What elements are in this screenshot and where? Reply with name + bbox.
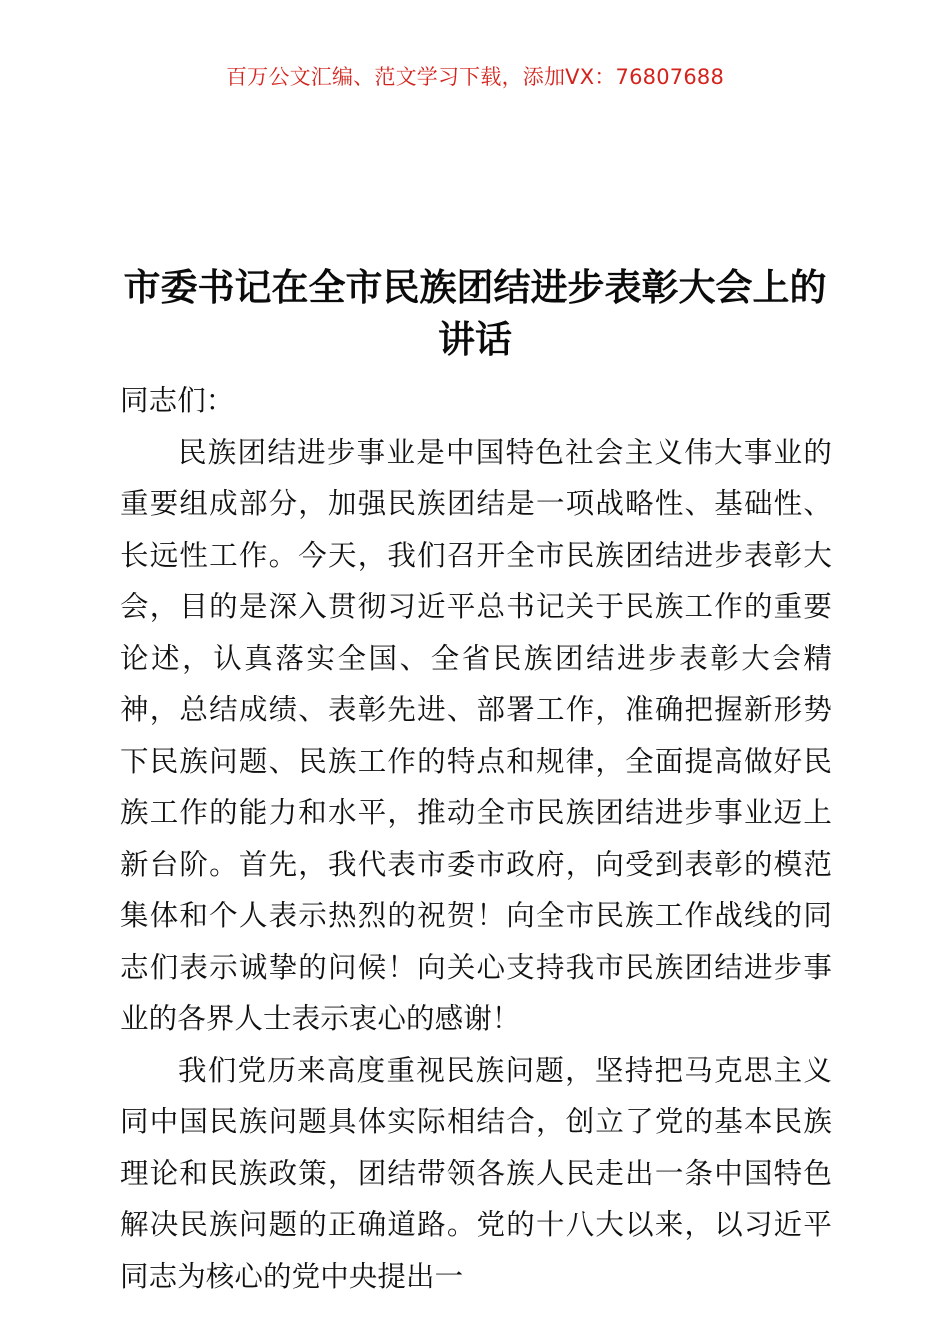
promo-watermark-header: 百万公文汇编、范文学习下载，添加VX：76807688: [225, 65, 725, 89]
salutation-line: 同志们：: [120, 384, 235, 417]
document-body: [120, 375, 832, 1302]
body-paragraph-1: 民族团结进步事业是中国特色社会主义伟大事业的重要组成部分，加强民族团结是一项战略性、基础性、长远性工作。今天，我们召开全市民族团结进步表彰大会，目的是深入贯彻习近平总书记关于民族工作的重要论述，认真落实全国、全省民族团结进步表彰大会精神，总结成绩、表彰先进、部署工作，准确把握新形势下民族问题、民族工作的特点和规律，全面提高做好民族工作的能力和水平，推动全市民族团结进步事业迈上新台阶。首先，我代表市委市政府，向受到表彰的模范集体和个人表示热烈的祝贺！向全市民族工作战线的同志们表示诚挚的问候！向关心支持我市民族团结进步事业的各界人士表示衷心的感谢！: [120, 435, 832, 1035]
body-paragraph-2: 我们党历来高度重视民族问题，坚持把马克思主义同中国民族问题具体实际相结合，创立了党的基本民族理论和民族政策，团结带领各族人民走出一条中国特色解决民族问题的正确道路。党的十八大以来，以习近平同志为核心的党中央提出一: [120, 1053, 832, 1293]
page-title: 市委书记在全市民族团结进步表彰大会上的讲话: [123, 264, 827, 361]
